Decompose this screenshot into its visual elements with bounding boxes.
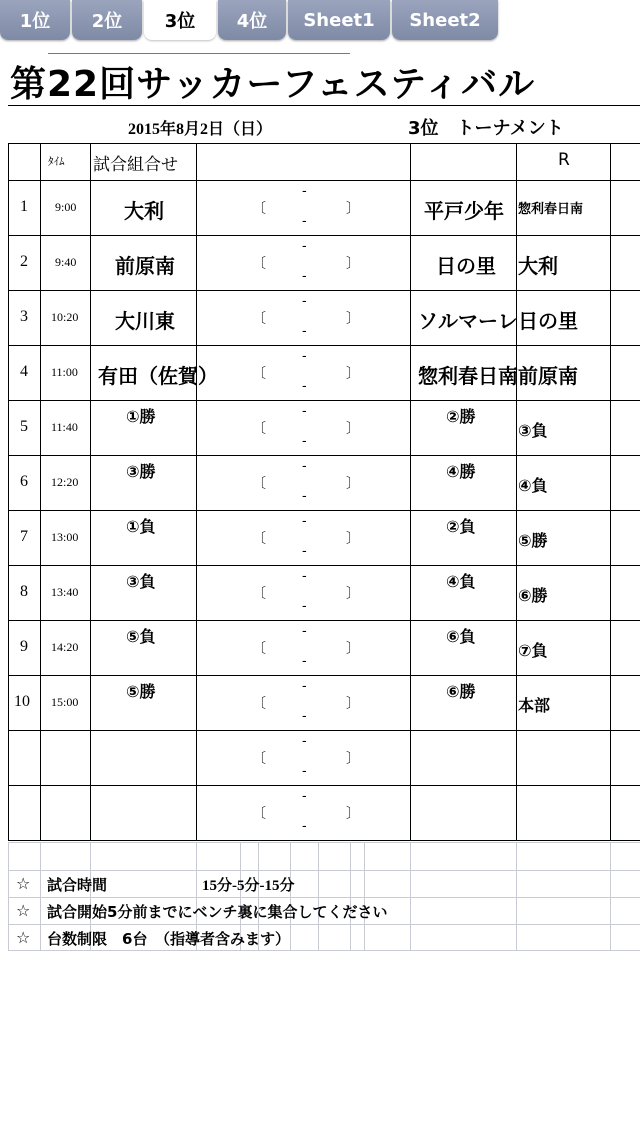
score-bracket-open: 〔 <box>252 255 266 272</box>
score-bracket-close: 〕 <box>346 200 360 217</box>
row-number: 6 <box>20 472 28 490</box>
referee-team: 日の里 <box>518 308 578 333</box>
tab-sheet2[interactable]: Sheet2 <box>392 0 498 40</box>
row-line <box>8 675 640 676</box>
score-dash-bottom: - <box>302 544 307 559</box>
score-bracket-close: 〕 <box>346 365 360 382</box>
note-star: ☆ <box>16 901 31 920</box>
score-dash-top: - <box>302 624 307 639</box>
note-star: ☆ <box>16 874 31 893</box>
row-time: 14:20 <box>51 639 79 654</box>
team-right: 平戸少年 <box>424 198 504 223</box>
team-right: ②勝 <box>446 407 476 426</box>
team-right: ②負 <box>446 517 476 536</box>
grid-col-line <box>410 842 411 950</box>
score-dash-bottom: - <box>302 324 307 339</box>
row-number: 2 <box>20 252 28 270</box>
tab-sheet1[interactable]: Sheet1 <box>288 0 390 40</box>
score-bracket-close: 〕 <box>346 530 360 547</box>
row-line <box>8 400 640 401</box>
team-right: ④負 <box>446 572 476 591</box>
team-right: ⑥負 <box>446 627 476 646</box>
team-left: ①勝 <box>126 407 156 426</box>
score-dash-top: - <box>302 734 307 749</box>
row-number: 8 <box>20 582 28 600</box>
header-referee: R <box>558 150 570 170</box>
grid-row-line <box>8 870 640 871</box>
score-bracket-close: 〕 <box>346 750 360 767</box>
row-line <box>8 785 640 786</box>
row-number: 4 <box>20 362 28 380</box>
col-line <box>610 143 611 840</box>
score-bracket-open: 〔 <box>252 310 266 327</box>
tab-3rd[interactable]: 3位 <box>144 0 216 40</box>
score-bracket-open: 〔 <box>252 750 266 767</box>
note-text: 試合時間 <box>47 876 108 894</box>
referee-team: 大利 <box>518 253 558 278</box>
score-dash-bottom: - <box>302 214 307 229</box>
team-left: ⑤負 <box>126 627 156 646</box>
score-bracket-open: 〔 <box>252 695 266 712</box>
team-right: ④勝 <box>446 462 476 481</box>
row-time: 13:00 <box>51 529 79 544</box>
row-number: 1 <box>20 197 28 215</box>
team-right: ⑥勝 <box>446 682 476 701</box>
grid-row-line <box>8 842 640 843</box>
score-dash-top: - <box>302 459 307 474</box>
score-dash-top: - <box>302 404 307 419</box>
score-dash-top: - <box>302 679 307 694</box>
grid-col-line <box>8 842 9 950</box>
note-value: 15分-5分-15分 <box>202 878 295 894</box>
row-line <box>8 455 640 456</box>
row-line <box>8 345 640 346</box>
row-line <box>8 565 640 566</box>
score-dash-top: - <box>302 514 307 529</box>
grid-col-line <box>350 842 351 950</box>
team-right: ソルマーレ <box>418 308 518 333</box>
referee-team: 前原南 <box>518 363 578 388</box>
team-right: 惣利春日南 <box>418 363 518 388</box>
score-bracket-close: 〕 <box>346 420 360 437</box>
score-dash-bottom: - <box>302 654 307 669</box>
col-line <box>196 143 197 840</box>
row-time: 11:00 <box>51 364 78 379</box>
row-time: 12:20 <box>51 474 79 489</box>
score-dash-bottom: - <box>302 764 307 779</box>
score-bracket-open: 〔 <box>252 420 266 437</box>
grid-row-line <box>8 924 640 925</box>
col-line <box>516 143 517 840</box>
row-line <box>8 840 640 841</box>
note-text: 試合開始5分前までにベンチ裏に集合してください <box>47 903 388 921</box>
sheet-tabs <box>0 0 640 40</box>
score-bracket-open: 〔 <box>252 585 266 602</box>
score-bracket-close: 〕 <box>346 695 360 712</box>
tournament-label: 3位 トーナメント <box>408 118 564 139</box>
team-left: ③勝 <box>126 462 156 481</box>
row-number: 9 <box>20 637 28 655</box>
score-dash-top: - <box>302 239 307 254</box>
grid-col-line <box>516 842 517 950</box>
col-line <box>90 143 91 840</box>
grid-col-line <box>610 842 611 950</box>
title-underline <box>8 105 640 106</box>
score-dash-bottom: - <box>302 489 307 504</box>
note-text: 台数制限 6台 （指導者含みます） <box>47 930 290 948</box>
row-line <box>8 235 640 236</box>
score-bracket-close: 〕 <box>346 255 360 272</box>
score-bracket-open: 〔 <box>252 640 266 657</box>
score-dash-bottom: - <box>302 819 307 834</box>
score-dash-bottom: - <box>302 269 307 284</box>
tab-4th[interactable]: 4位 <box>218 0 286 40</box>
score-bracket-close: 〕 <box>346 475 360 492</box>
col-line <box>8 143 9 840</box>
row-line <box>8 510 640 511</box>
row-number: 10 <box>14 692 30 710</box>
row-line <box>8 180 640 181</box>
score-dash-top: - <box>302 349 307 364</box>
team-left: 前原南 <box>115 253 175 278</box>
grid-col-line <box>318 842 319 950</box>
title-top-rule <box>48 53 350 54</box>
team-left: 大利 <box>124 198 164 223</box>
row-line <box>8 290 640 291</box>
page-title: 第22回サッカーフェスティバル <box>10 64 536 105</box>
team-left: 有田（佐賀） <box>98 363 218 388</box>
grid-row-line <box>8 897 640 898</box>
grid-col-line <box>290 842 291 950</box>
referee-team: ④負 <box>518 475 548 495</box>
score-bracket-close: 〕 <box>346 805 360 822</box>
tab-2nd[interactable]: 2位 <box>72 0 142 40</box>
score-bracket-open: 〔 <box>252 475 266 492</box>
row-number: 7 <box>20 527 28 545</box>
team-right: 日の里 <box>436 253 496 278</box>
team-left: 大川東 <box>115 308 175 333</box>
referee-team: ⑥勝 <box>518 585 548 605</box>
row-line <box>8 730 640 731</box>
note-star: ☆ <box>16 928 31 947</box>
team-left: ③負 <box>126 572 156 591</box>
score-bracket-open: 〔 <box>252 200 266 217</box>
row-time: 10:20 <box>51 309 79 324</box>
grid-row-line <box>8 950 640 951</box>
row-number: 3 <box>20 307 28 325</box>
score-bracket-open: 〔 <box>252 530 266 547</box>
score-bracket-close: 〕 <box>346 640 360 657</box>
row-time: 13:40 <box>51 584 79 599</box>
row-line <box>8 620 640 621</box>
score-bracket-open: 〔 <box>252 805 266 822</box>
score-dash-top: - <box>302 789 307 804</box>
score-bracket-open: 〔 <box>252 365 266 382</box>
team-left: ⑤勝 <box>126 682 156 701</box>
event-date: 2015年8月2日（日） <box>128 121 273 138</box>
referee-team: ③負 <box>518 420 548 440</box>
row-time: 9:00 <box>55 199 77 214</box>
score-bracket-close: 〕 <box>346 585 360 602</box>
row-time: 9:40 <box>55 254 77 269</box>
header-time: ﾀｲﾑ <box>48 155 65 168</box>
row-time: 15:00 <box>51 694 79 709</box>
referee-team: ⑦負 <box>518 640 548 660</box>
header-match: 試合組合せ <box>93 155 178 175</box>
score-dash-top: - <box>302 184 307 199</box>
col-line <box>40 143 41 840</box>
row-number: 5 <box>20 417 28 435</box>
tab-1st[interactable]: 1位 <box>0 0 70 40</box>
score-dash-top: - <box>302 294 307 309</box>
score-dash-bottom: - <box>302 379 307 394</box>
grid-col-line <box>364 842 365 950</box>
header-top-line <box>8 143 640 144</box>
referee-team: ⑤勝 <box>518 530 548 550</box>
score-dash-bottom: - <box>302 599 307 614</box>
score-dash-top: - <box>302 569 307 584</box>
score-dash-bottom: - <box>302 709 307 724</box>
row-time: 11:40 <box>51 419 78 434</box>
col-line <box>410 143 411 840</box>
referee-team: 本部 <box>518 695 551 715</box>
score-bracket-close: 〕 <box>346 310 360 327</box>
referee-team: 惣利春日南 <box>518 201 584 217</box>
team-left: ①負 <box>126 517 156 536</box>
grid-col-line <box>40 842 41 950</box>
score-dash-bottom: - <box>302 434 307 449</box>
